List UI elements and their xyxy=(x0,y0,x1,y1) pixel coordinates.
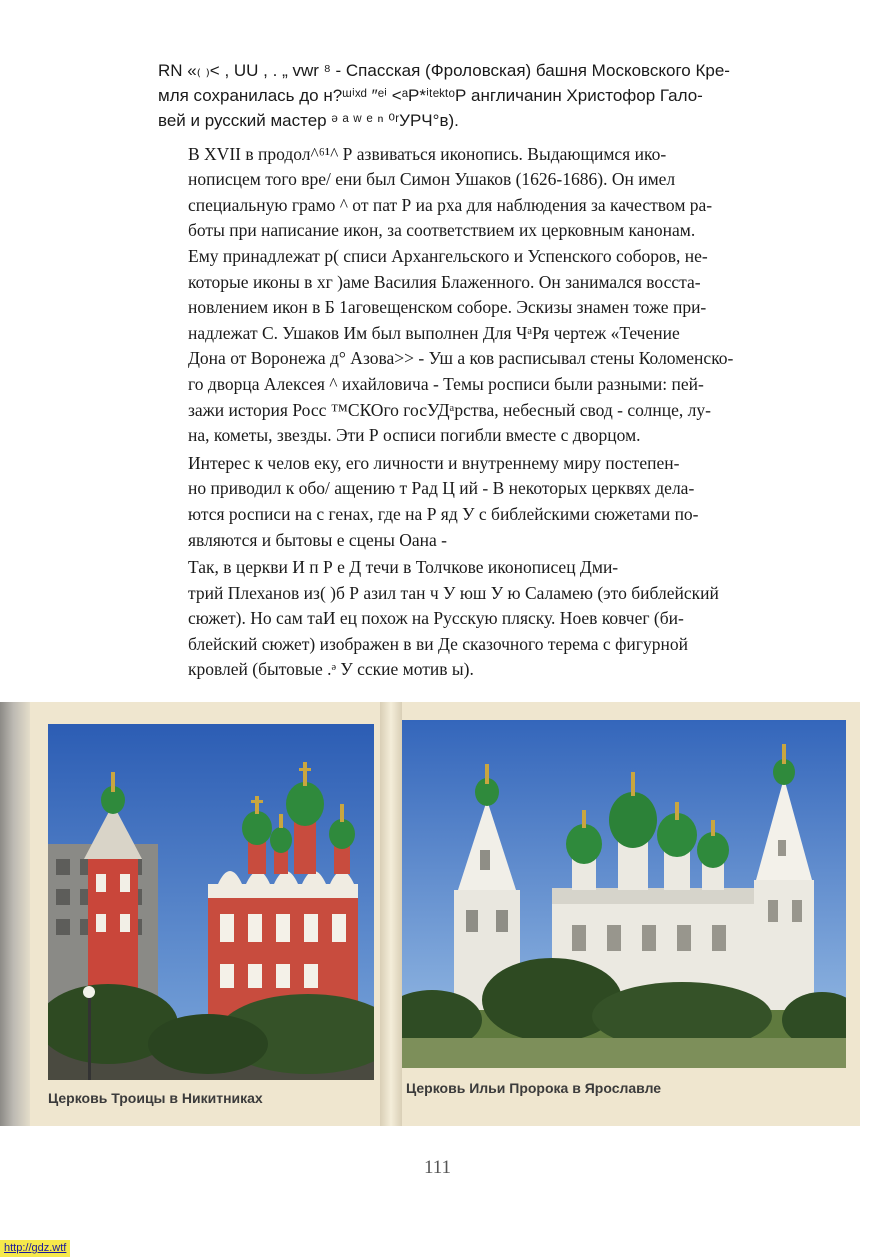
text-line: В XVII в продол^⁶¹^ Р азвиваться иконопись. Выдающимся ико- xyxy=(188,143,667,164)
text-line: кровлей (бытовые .ᵊ У сские мотив ы). xyxy=(188,659,474,680)
text-line: RN «₍ ₎< , UU , . „ vwr ⁸ - Спасская (Фроловская) башня Московского Кре- xyxy=(158,61,730,80)
text-line: Так, в церкви И п Р е Д течи в Толчкове иконописец Дми- xyxy=(188,557,619,578)
text-line: мля сохранилась до н?ᵚⁱˣᵈ ″ᵉⁱ <ᵃР*ⁱᵗᵉᵏᵗᵒР англичанин Христофор Гало- xyxy=(158,86,703,106)
body-text xyxy=(158,58,840,683)
text-line: новлением икон в Б 1аговещенском соборе. Эскизы знамен тоже при- xyxy=(188,297,707,318)
photo-trinity-church xyxy=(48,724,374,1080)
text-line: но приводил к обо/ ащению т Рад Ц ий - В некоторых церквях дела- xyxy=(188,478,695,499)
book-binding-shadow xyxy=(0,702,30,1126)
paragraph-2 xyxy=(158,142,840,449)
page-gutter xyxy=(380,702,402,1126)
text-line: Интерес к челов еку, его личности и внутреннему миру постепен- xyxy=(188,452,680,473)
photo-spread xyxy=(0,702,860,1126)
text-line: ются росписи на с генах, где на Р яд У с библейскими сюжетами по- xyxy=(188,503,699,524)
caption-trinity-church: Церковь Троицы в Никитниках xyxy=(48,1090,263,1106)
text-line: блейский сюжет) изображен в ви Де сказочного терема с фигурной xyxy=(188,633,688,654)
text-line: сюжет). Но сам таИ ец похож на Русскую пляску. Ноев ковчег (би- xyxy=(188,608,684,629)
text-line: надлежат С. Ушаков Им был выполнен Для ЧᵃРя чертеж «Течение xyxy=(188,322,680,343)
text-line: Ему принадлежат р( списи Архангельского и Успенского соборов, не- xyxy=(188,245,708,266)
paragraph-1 xyxy=(158,58,840,134)
watermark-link[interactable]: http://gdz.wtf xyxy=(0,1240,70,1257)
text-line: на, кометы, звезды. Эти Р осписи погибли вместе с дворцом. xyxy=(188,425,641,446)
text-line: которые иконы в хг )аме Василия Блаженного. Он занимался восста- xyxy=(188,271,701,292)
paragraph-4 xyxy=(158,555,840,683)
text-line: зажи история Росс ™СКОго госУДᵃрства, небесный свод - солнце, лу- xyxy=(188,399,711,420)
elijah-church-illustration xyxy=(402,720,846,1068)
text-line: го дворца Алексея ^ ихайловича - Темы росписи были разными: пей- xyxy=(188,373,704,394)
caption-elijah-church: Церковь Ильи Пророка в Ярославле xyxy=(406,1080,662,1096)
paragraph-3 xyxy=(158,451,840,553)
text-line: боты при написание икон, за соответствием их церковным канонам. xyxy=(188,220,696,241)
text-line: являются и бытовы е сцены Оана - xyxy=(188,529,448,550)
text-line: трий Плеханов из( )б Р азил тан ч У юш У ю Саламею (это библейский xyxy=(188,582,719,603)
text-line: вей и русский мастер ᵊ ᵃ ʷ ᵉ ⁿ ⁰ʳУРЧ°в). xyxy=(158,111,459,131)
page-number: 111 xyxy=(423,1157,452,1178)
text-line: специальную грамо ^ от пат Р иа рха для наблюдения за качеством ра- xyxy=(188,194,713,215)
trinity-church-illustration xyxy=(48,724,374,1080)
text-line: нописцем того вре/ ени был Симон Ушаков (1626-1686). Он имел xyxy=(188,169,676,190)
photo-elijah-church xyxy=(402,720,846,1068)
text-line: Дона от Воронежа д° Азова>> - Уш а ков расписывал стены Коломенско- xyxy=(188,348,734,369)
